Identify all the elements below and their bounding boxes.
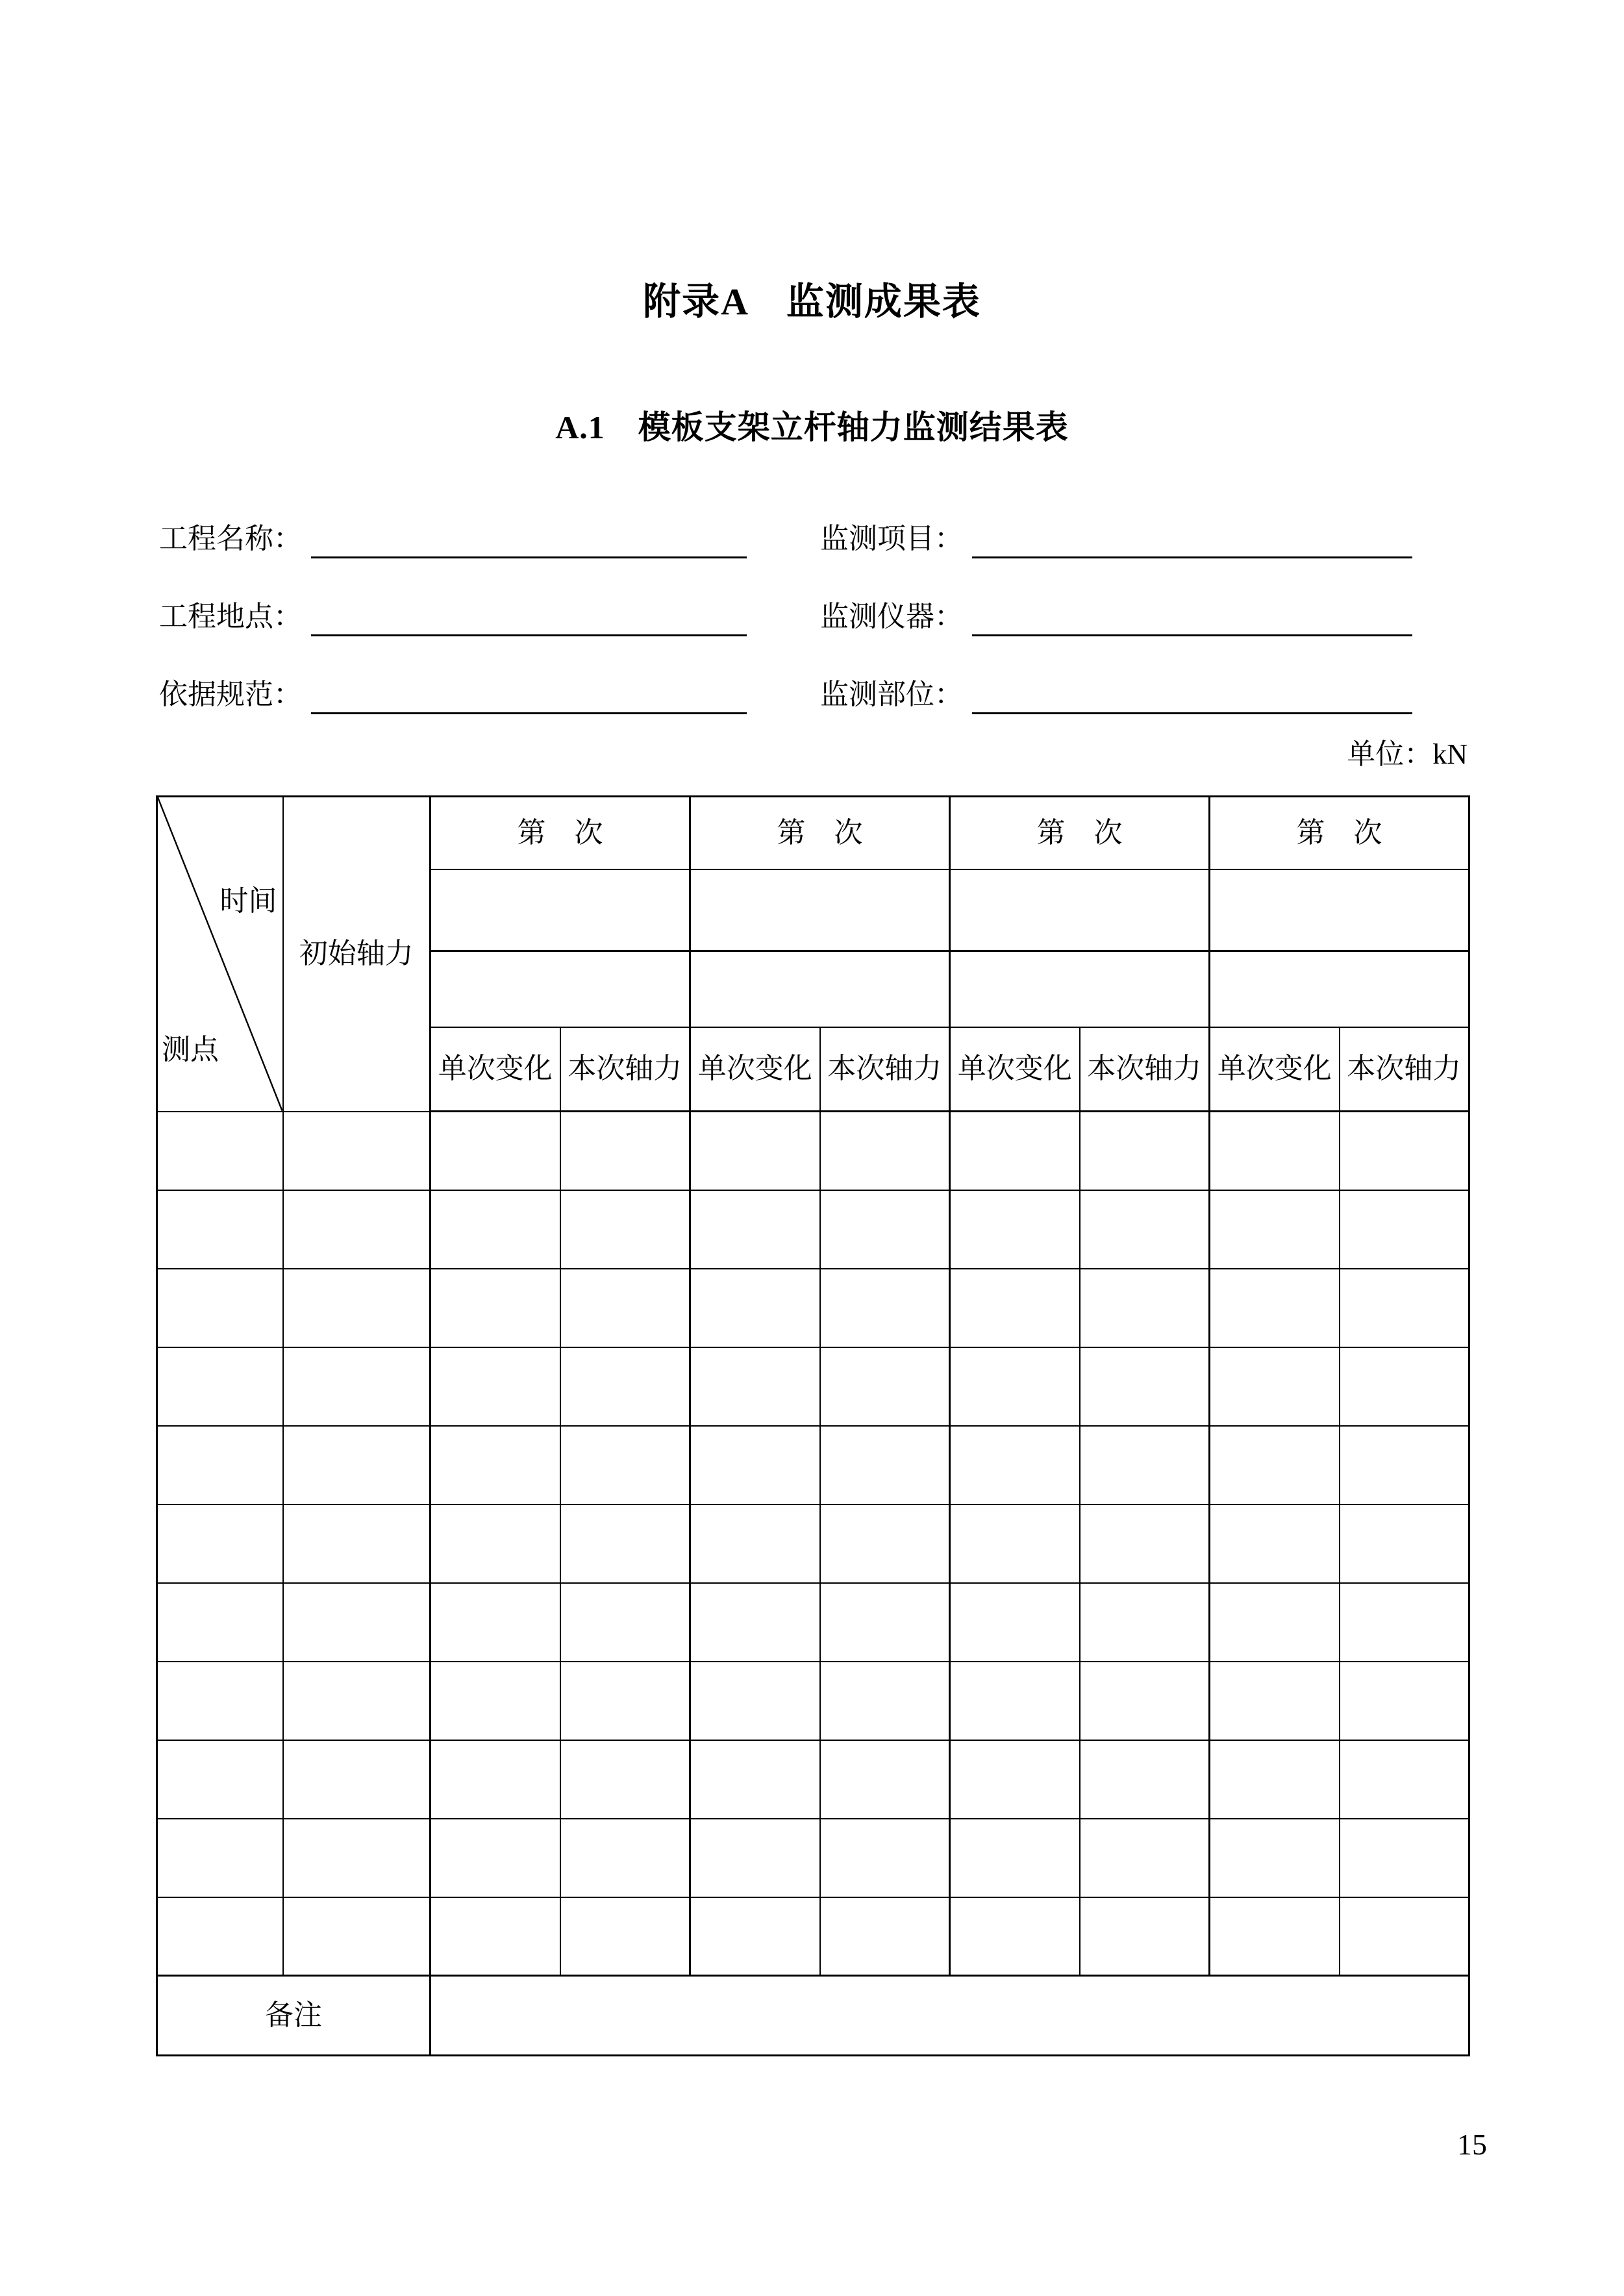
field-label: 监测部位： bbox=[820, 679, 963, 711]
body-cell bbox=[1210, 1662, 1340, 1740]
body-cell bbox=[283, 1504, 431, 1583]
field-underline bbox=[972, 686, 1412, 714]
body-cell bbox=[431, 1740, 560, 1819]
body-cell bbox=[1210, 1190, 1340, 1269]
table-footer bbox=[157, 1976, 1469, 2056]
body-cell bbox=[820, 1504, 950, 1583]
body-cell bbox=[431, 1347, 560, 1426]
body-cell bbox=[1210, 1504, 1340, 1583]
body-cell bbox=[1080, 1269, 1210, 1347]
header-blank-cell bbox=[950, 951, 1210, 1027]
table-row bbox=[157, 1662, 1469, 1740]
body-cell bbox=[157, 1112, 283, 1190]
cycle-header-2: 第 次 bbox=[690, 797, 950, 869]
header-blank-cell bbox=[950, 869, 1210, 951]
body-cell bbox=[560, 1819, 690, 1897]
body-cell bbox=[690, 1740, 820, 1819]
body-cell bbox=[157, 1897, 283, 1976]
subheader-change: 单次变化 bbox=[950, 1027, 1080, 1112]
body-cell bbox=[1340, 1819, 1469, 1897]
body-cell bbox=[283, 1112, 431, 1190]
body-cell bbox=[950, 1662, 1080, 1740]
cycle-header-3: 第 次 bbox=[950, 797, 1210, 869]
header-blank-cell bbox=[431, 869, 690, 951]
unit-note: 单位：kN bbox=[1347, 738, 1468, 770]
body-cell bbox=[950, 1897, 1080, 1976]
field-row bbox=[159, 675, 1412, 712]
body-cell bbox=[690, 1583, 820, 1662]
body-cell bbox=[820, 1269, 950, 1347]
body-cell bbox=[560, 1504, 690, 1583]
cycle-header-1: 第 次 bbox=[431, 797, 690, 869]
subheader-current: 本次轴力 bbox=[820, 1027, 950, 1112]
body-cell bbox=[950, 1504, 1080, 1583]
body-cell bbox=[950, 1347, 1080, 1426]
body-cell bbox=[820, 1819, 950, 1897]
body-cell bbox=[1210, 1897, 1340, 1976]
field-label: 监测仪器： bbox=[820, 601, 963, 633]
page-number: 15 bbox=[1457, 2128, 1487, 2161]
header-blank-cell bbox=[690, 951, 950, 1027]
remark-label-cell: 备注 bbox=[157, 1976, 431, 2056]
table-header bbox=[157, 797, 1469, 1112]
field-label: 依据规范： bbox=[159, 679, 302, 711]
body-cell bbox=[690, 1819, 820, 1897]
body-cell bbox=[1080, 1897, 1210, 1976]
subheader-current: 本次轴力 bbox=[1080, 1027, 1210, 1112]
body-cell bbox=[1340, 1583, 1469, 1662]
subheader-current: 本次轴力 bbox=[1340, 1027, 1469, 1112]
corner-point-label: 测点 bbox=[162, 1033, 219, 1066]
body-cell bbox=[431, 1897, 560, 1976]
body-cell bbox=[820, 1347, 950, 1426]
remark-row bbox=[157, 1976, 1469, 2056]
field-monitoring-part bbox=[820, 679, 1412, 712]
body-cell bbox=[1210, 1740, 1340, 1819]
remark-value-cell bbox=[431, 1976, 1469, 2056]
corner-time-label: 时间 bbox=[219, 885, 277, 917]
body-cell bbox=[1210, 1269, 1340, 1347]
body-cell bbox=[157, 1740, 283, 1819]
table-row bbox=[157, 1740, 1469, 1819]
body-cell bbox=[157, 1583, 283, 1662]
body-cell bbox=[560, 1426, 690, 1504]
body-cell bbox=[283, 1347, 431, 1426]
header-blank-cell bbox=[690, 869, 950, 951]
section-title: A.1 模板支架立杆轴力监测结果表 bbox=[555, 409, 1069, 445]
field-underline bbox=[972, 608, 1412, 636]
body-cell bbox=[283, 1583, 431, 1662]
body-cell bbox=[283, 1740, 431, 1819]
table-row bbox=[157, 1897, 1469, 1976]
body-cell bbox=[1080, 1819, 1210, 1897]
body-cell bbox=[1080, 1426, 1210, 1504]
header-blank-cell bbox=[431, 951, 690, 1027]
body-cell bbox=[1340, 1426, 1469, 1504]
body-cell bbox=[1210, 1112, 1340, 1190]
body-cell bbox=[1080, 1347, 1210, 1426]
body-cell bbox=[950, 1269, 1080, 1347]
body-cell bbox=[431, 1662, 560, 1740]
body-cell bbox=[820, 1112, 950, 1190]
body-cell bbox=[157, 1190, 283, 1269]
body-cell bbox=[560, 1662, 690, 1740]
field-label: 监测项目： bbox=[820, 523, 963, 555]
table-row bbox=[157, 1190, 1469, 1269]
body-cell bbox=[560, 1269, 690, 1347]
body-cell bbox=[431, 1190, 560, 1269]
body-cell bbox=[690, 1269, 820, 1347]
body-cell bbox=[950, 1740, 1080, 1819]
body-cell bbox=[1340, 1347, 1469, 1426]
subheader-current: 本次轴力 bbox=[560, 1027, 690, 1112]
body-cell bbox=[820, 1897, 950, 1976]
body-cell bbox=[690, 1897, 820, 1976]
body-cell bbox=[690, 1112, 820, 1190]
body-cell bbox=[431, 1112, 560, 1190]
header-blank-cell bbox=[1210, 869, 1469, 951]
body-cell bbox=[431, 1426, 560, 1504]
field-row bbox=[159, 597, 1412, 634]
table-row bbox=[157, 1426, 1469, 1504]
body-cell bbox=[283, 1819, 431, 1897]
body-cell bbox=[1210, 1583, 1340, 1662]
body-cell bbox=[283, 1426, 431, 1504]
field-underline bbox=[311, 686, 747, 714]
page-title: 附录A 监测成果表 bbox=[643, 281, 981, 323]
body-cell bbox=[690, 1426, 820, 1504]
header-blank-cell bbox=[1210, 951, 1469, 1027]
body-cell bbox=[157, 1819, 283, 1897]
field-monitoring-instrument bbox=[820, 601, 1412, 634]
body-cell bbox=[560, 1583, 690, 1662]
body-cell bbox=[1340, 1662, 1469, 1740]
body-cell bbox=[1080, 1740, 1210, 1819]
body-cell bbox=[1340, 1897, 1469, 1976]
body-cell bbox=[820, 1426, 950, 1504]
body-cell bbox=[690, 1347, 820, 1426]
cycle-header-4: 第 次 bbox=[1210, 797, 1469, 869]
body-cell bbox=[820, 1662, 950, 1740]
field-project-location bbox=[159, 601, 747, 634]
field-underline bbox=[311, 608, 747, 636]
body-cell bbox=[950, 1190, 1080, 1269]
body-cell bbox=[1080, 1504, 1210, 1583]
body-cell bbox=[560, 1190, 690, 1269]
body-cell bbox=[950, 1583, 1080, 1662]
body-cell bbox=[157, 1662, 283, 1740]
table-row bbox=[157, 1112, 1469, 1190]
body-cell bbox=[1080, 1662, 1210, 1740]
body-cell bbox=[157, 1504, 283, 1583]
body-cell bbox=[431, 1504, 560, 1583]
table-row bbox=[157, 1347, 1469, 1426]
body-cell bbox=[157, 1426, 283, 1504]
body-cell bbox=[1080, 1583, 1210, 1662]
body-cell bbox=[560, 1897, 690, 1976]
body-cell bbox=[820, 1190, 950, 1269]
body-cell bbox=[690, 1190, 820, 1269]
body-cell bbox=[560, 1347, 690, 1426]
body-cell bbox=[1340, 1112, 1469, 1190]
field-reference-standard bbox=[159, 679, 747, 712]
form-fields bbox=[159, 519, 1412, 753]
body-cell bbox=[157, 1269, 283, 1347]
body-cell bbox=[1210, 1347, 1340, 1426]
table-body bbox=[157, 1112, 1469, 1976]
body-cell bbox=[157, 1347, 283, 1426]
body-cell bbox=[1340, 1269, 1469, 1347]
body-cell bbox=[820, 1740, 950, 1819]
body-cell bbox=[1340, 1504, 1469, 1583]
field-monitoring-item bbox=[820, 523, 1412, 556]
body-cell bbox=[431, 1269, 560, 1347]
field-project-name bbox=[159, 523, 747, 556]
subheader-change: 单次变化 bbox=[1210, 1027, 1340, 1112]
monitoring-table bbox=[156, 795, 1470, 2056]
table-row bbox=[157, 1504, 1469, 1583]
body-cell bbox=[560, 1740, 690, 1819]
body-cell bbox=[283, 1269, 431, 1347]
body-cell bbox=[690, 1662, 820, 1740]
body-cell bbox=[283, 1897, 431, 1976]
body-cell bbox=[1210, 1426, 1340, 1504]
body-cell bbox=[950, 1426, 1080, 1504]
subheader-change: 单次变化 bbox=[431, 1027, 560, 1112]
body-cell bbox=[431, 1583, 560, 1662]
body-cell bbox=[431, 1819, 560, 1897]
body-cell bbox=[1340, 1190, 1469, 1269]
field-underline bbox=[972, 530, 1412, 558]
field-row bbox=[159, 519, 1412, 556]
corner-cell bbox=[157, 797, 283, 1112]
body-cell bbox=[820, 1583, 950, 1662]
subheader-change: 单次变化 bbox=[690, 1027, 820, 1112]
body-cell bbox=[283, 1662, 431, 1740]
body-cell bbox=[950, 1112, 1080, 1190]
header-row-cycle bbox=[157, 797, 1469, 869]
field-label: 工程名称： bbox=[159, 523, 302, 555]
body-cell bbox=[1340, 1740, 1469, 1819]
body-cell bbox=[1210, 1819, 1340, 1897]
body-cell bbox=[690, 1504, 820, 1583]
initial-force-header: 初始轴力 bbox=[283, 797, 431, 1112]
body-cell bbox=[1080, 1112, 1210, 1190]
field-label: 工程地点： bbox=[159, 601, 302, 633]
body-cell bbox=[1080, 1190, 1210, 1269]
field-underline bbox=[311, 530, 747, 558]
table-row bbox=[157, 1269, 1469, 1347]
body-cell bbox=[283, 1190, 431, 1269]
body-cell bbox=[560, 1112, 690, 1190]
table-row bbox=[157, 1819, 1469, 1897]
body-cell bbox=[950, 1819, 1080, 1897]
table-row bbox=[157, 1583, 1469, 1662]
